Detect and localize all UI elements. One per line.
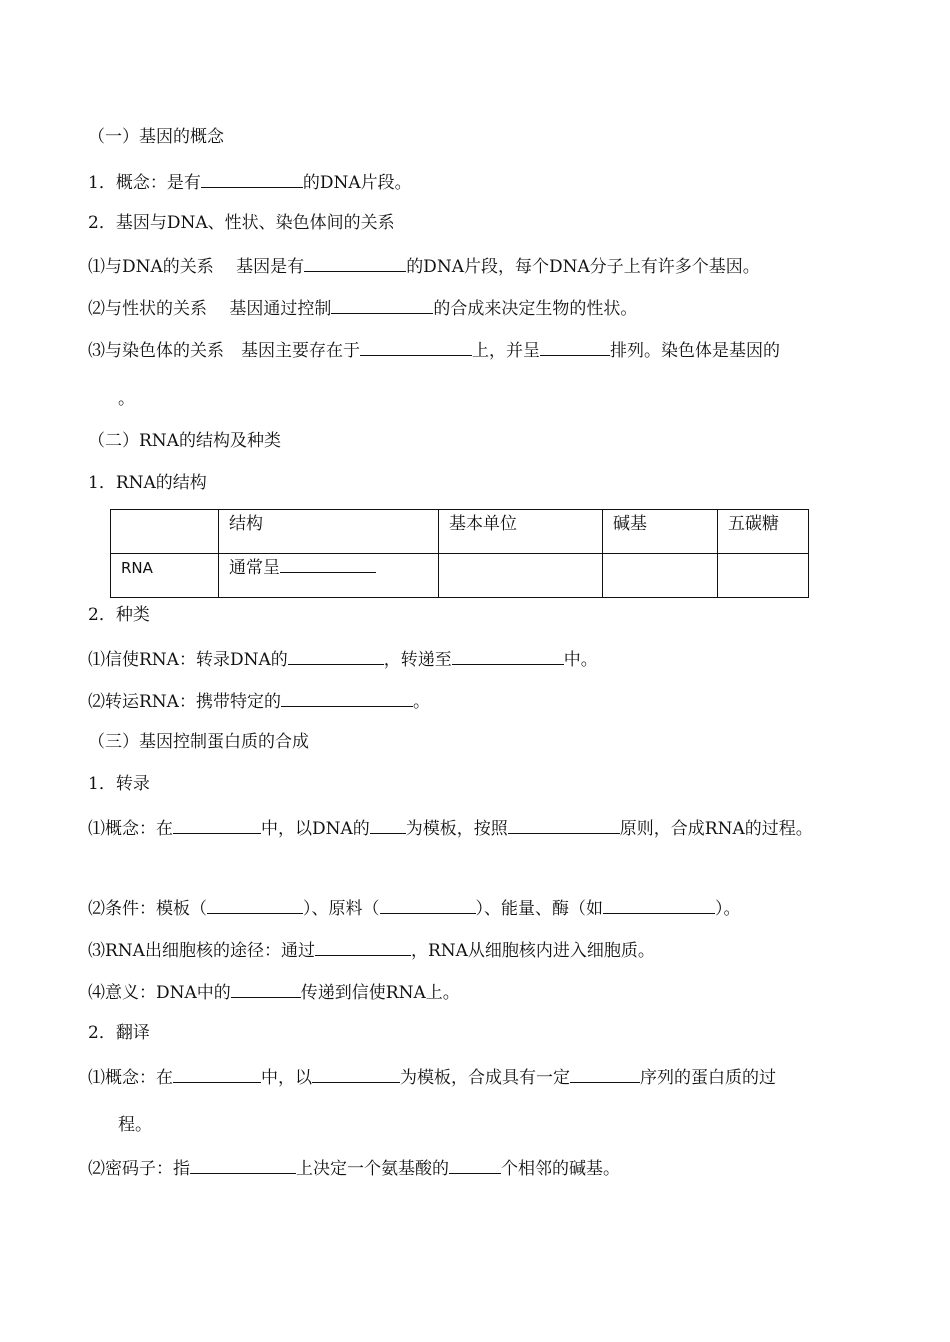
fill-blank[interactable] bbox=[452, 647, 564, 665]
text: 排列。染色体是基因的 bbox=[610, 341, 780, 361]
fill-blank[interactable] bbox=[449, 1156, 501, 1174]
text: ）、能量、酶（如 bbox=[475, 899, 603, 919]
table-header-row bbox=[111, 510, 809, 554]
text: 上决定一个氨基酸的 bbox=[296, 1159, 449, 1179]
fill-blank[interactable] bbox=[360, 338, 472, 356]
translation-concept-end: 程。 bbox=[118, 1115, 152, 1135]
transcription-conditions-line bbox=[88, 896, 741, 920]
fill-blank[interactable] bbox=[312, 1065, 400, 1083]
table-header-cell: 基本单位 bbox=[439, 510, 603, 554]
codon-line bbox=[88, 1156, 620, 1180]
transcription-concept-line bbox=[88, 816, 813, 840]
rna-exit-line bbox=[88, 938, 655, 962]
fill-blank[interactable] bbox=[370, 816, 406, 834]
text: 为模板，按照 bbox=[405, 819, 508, 839]
fill-blank[interactable] bbox=[540, 338, 610, 356]
fill-blank[interactable] bbox=[331, 296, 433, 314]
text: 序列的蛋白质的过 bbox=[640, 1068, 776, 1088]
text: ⑶与染色体的关系 基因主要存在于 bbox=[88, 341, 360, 361]
trna-line bbox=[88, 689, 430, 713]
fill-blank[interactable] bbox=[315, 938, 411, 956]
text: ⑴概念：在 bbox=[88, 819, 173, 839]
table-row-label: RNA bbox=[111, 554, 219, 598]
text: ）、原料（ bbox=[303, 899, 380, 919]
rna-types-heading: 2．种类 bbox=[88, 605, 150, 625]
fill-blank[interactable] bbox=[603, 896, 715, 914]
text: 上，并呈 bbox=[472, 341, 540, 361]
table-cell-base[interactable] bbox=[603, 554, 718, 598]
relation-heading: 2．基因与DNA、性状、染色体间的关系 bbox=[88, 213, 395, 233]
fill-blank[interactable] bbox=[173, 816, 261, 834]
text: 的DNA片段，每个DNA分子上有许多个基因。 bbox=[406, 257, 760, 277]
text: 个相邻的碱基。 bbox=[501, 1159, 620, 1179]
fill-blank[interactable] bbox=[281, 689, 413, 707]
table-header-cell: 结构 bbox=[219, 510, 439, 554]
text: ，转递至 bbox=[383, 650, 452, 670]
table-header-cell bbox=[111, 510, 219, 554]
fill-blank[interactable] bbox=[508, 816, 620, 834]
text: 为模板，合成具有一定 bbox=[400, 1068, 570, 1088]
concept-line bbox=[88, 170, 412, 194]
table-cell-unit[interactable] bbox=[439, 554, 603, 598]
text: ⑴信使RNA：转录DNA的 bbox=[88, 650, 288, 670]
text: 中。 bbox=[563, 650, 598, 670]
text: 的DNA片段。 bbox=[302, 173, 412, 193]
relation-chromosome-end: 。 bbox=[118, 389, 135, 409]
transcription-heading: 1．转录 bbox=[88, 774, 150, 794]
rna-structure-table bbox=[110, 509, 809, 598]
fill-blank[interactable] bbox=[201, 170, 303, 188]
fill-blank[interactable] bbox=[570, 1065, 640, 1083]
text: ⑵转运RNA：携带特定的 bbox=[88, 692, 281, 712]
text: ⑵密码子：指 bbox=[88, 1159, 190, 1179]
relation-chromosome-line bbox=[88, 338, 780, 362]
text: 通常呈 bbox=[229, 558, 280, 578]
relation-dna-line bbox=[88, 254, 760, 278]
text: ⑷意义：DNA中的 bbox=[88, 983, 231, 1003]
rna-structure-heading: 1．RNA的结构 bbox=[88, 473, 207, 493]
table-row bbox=[111, 554, 809, 598]
text: 原则，合成RNA的过程。 bbox=[619, 819, 813, 839]
table-header-cell: 五碳糖 bbox=[718, 510, 809, 554]
fill-blank[interactable] bbox=[190, 1156, 296, 1174]
text: ⑵与性状的关系 基因通过控制 bbox=[88, 299, 332, 319]
fill-blank[interactable] bbox=[304, 254, 406, 272]
relation-trait-line bbox=[88, 296, 637, 320]
text: ）。 bbox=[715, 899, 741, 919]
fill-blank[interactable] bbox=[231, 980, 301, 998]
fill-blank[interactable] bbox=[280, 555, 376, 573]
text: 的合成来决定生物的性状。 bbox=[433, 299, 638, 319]
text: 中，以 bbox=[261, 1068, 312, 1088]
table-header-cell: 碱基 bbox=[603, 510, 718, 554]
text: 传递到信使RNA上。 bbox=[300, 983, 460, 1003]
fill-blank[interactable] bbox=[380, 896, 476, 914]
text: ⑵条件：模板（ bbox=[88, 899, 207, 919]
fill-blank[interactable] bbox=[207, 896, 303, 914]
fill-blank[interactable] bbox=[288, 647, 384, 665]
text: ，RNA从细胞核内进入细胞质。 bbox=[410, 941, 655, 961]
text: ⑶RNA出细胞核的途径：通过 bbox=[88, 941, 315, 961]
section-2-heading: （二）RNA的结构及种类 bbox=[88, 431, 281, 451]
text: ⑴与DNA的关系 基因是有 bbox=[88, 257, 305, 277]
text: ⑴概念：在 bbox=[88, 1068, 173, 1088]
translation-heading: 2．翻译 bbox=[88, 1023, 150, 1043]
text: 。 bbox=[412, 692, 430, 712]
fill-blank[interactable] bbox=[173, 1065, 261, 1083]
table-cell-sugar[interactable] bbox=[718, 554, 809, 598]
table-cell-structure bbox=[219, 554, 439, 598]
section-1-heading: （一）基因的概念 bbox=[88, 127, 224, 147]
text: 1．概念：是有 bbox=[88, 173, 201, 193]
significance-line bbox=[88, 980, 460, 1004]
text: 中，以DNA的 bbox=[261, 819, 370, 839]
translation-concept-line bbox=[88, 1065, 776, 1089]
mrna-line bbox=[88, 647, 598, 671]
section-3-heading: （三）基因控制蛋白质的合成 bbox=[88, 732, 309, 752]
